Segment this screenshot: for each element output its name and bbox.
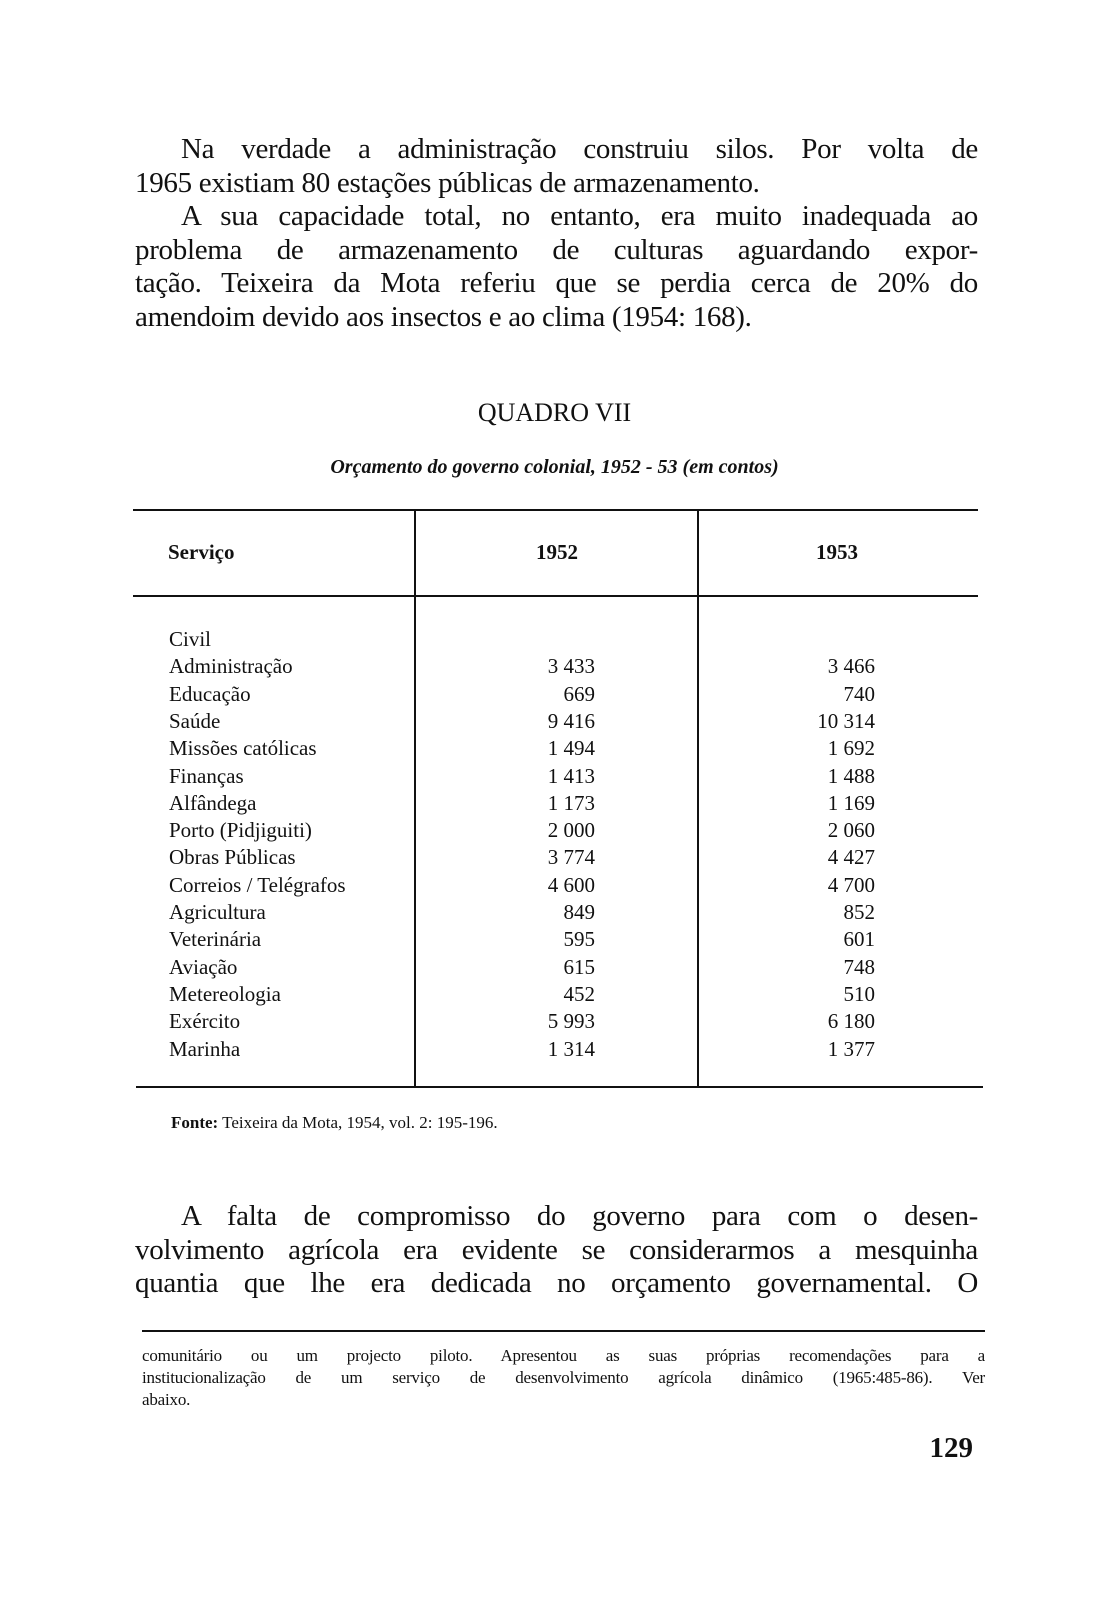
paragraph-top [135, 133, 978, 334]
value-1952-cell: 669 [563, 681, 595, 706]
header-service: Serviço [168, 540, 235, 564]
value-1952-cell: 9 416 [547, 708, 595, 733]
service-cell: Saúde [169, 708, 221, 733]
table-row [0, 982, 1109, 1009]
table-row [0, 791, 1109, 818]
value-1952-cell: 1 173 [547, 790, 595, 815]
value-1953-cell: 1 692 [827, 736, 875, 761]
value-1952-cell: 3 774 [547, 845, 595, 870]
value-1952-cell: 5 993 [547, 1009, 595, 1034]
source-label: Fonte: [171, 1113, 219, 1132]
text-line: 1965 existiam 80 estações públicas de armazenamento. [135, 166, 760, 199]
text-line: A sua capacidade total, no entanto, era muito inadequada ao [181, 200, 978, 232]
service-cell: Aviação [169, 954, 238, 979]
value-1953-cell: 3 466 [827, 654, 875, 679]
value-1952-cell: 4 600 [547, 872, 595, 897]
value-1952-cell: 615 [563, 954, 595, 979]
footnote-line: comunitário ou um projecto piloto. Apresentou as suas próprias recomendações para a [142, 1346, 985, 1365]
page-number: 129 [929, 1432, 973, 1464]
value-1952-cell: 3 433 [547, 654, 595, 679]
value-1953-cell: 1 377 [827, 1036, 875, 1061]
table-row [0, 873, 1109, 900]
table-row [0, 682, 1109, 709]
service-cell: Agricultura [169, 900, 266, 924]
footnote [142, 1345, 985, 1411]
value-1953-cell: 852 [843, 900, 875, 924]
value-1953-cell: 6 180 [827, 1009, 875, 1034]
value-1952-cell: 849 [563, 900, 595, 924]
value-1952-cell: 1 494 [547, 736, 595, 761]
table-row [0, 845, 1109, 872]
header-1952: 1952 [536, 540, 578, 564]
value-1952-cell: 2 000 [547, 818, 595, 843]
table-row [0, 927, 1109, 954]
value-1953-cell: 10 314 [817, 708, 875, 733]
value-1953-cell: 2 060 [827, 818, 875, 843]
value-1953-cell: 1 169 [827, 790, 875, 815]
table-row [0, 900, 1109, 927]
value-1952-cell: 1 413 [547, 763, 595, 788]
header-1953: 1953 [816, 540, 858, 564]
value-1952-cell: 452 [563, 981, 595, 1006]
value-1953-cell: 601 [843, 927, 875, 952]
table-row [0, 736, 1109, 763]
text-line: Na verdade a administração construiu silos. Por volta de [181, 133, 978, 165]
table-row [0, 654, 1109, 681]
service-cell: Veterinária [169, 927, 262, 952]
table-row [0, 709, 1109, 736]
text-line: amendoim devido aos insectos e ao clima (1954: 168). [135, 300, 752, 333]
table-row [0, 764, 1109, 791]
value-1953-cell: 4 700 [827, 872, 875, 897]
footnote-rule [142, 1330, 985, 1332]
table-row [0, 955, 1109, 982]
footnote-line: institucionalização de um serviço de desenvolvimento agrícola dinâmico (1965:485-86). Ver [142, 1368, 985, 1387]
service-cell: Marinha [169, 1036, 241, 1061]
service-cell: Finanças [169, 763, 244, 788]
service-cell: Educação [169, 681, 251, 706]
value-1952-cell: 595 [563, 927, 595, 952]
service-cell: Exército [169, 1009, 241, 1034]
text-line: problema de armazenamento de culturas aguardando expor- [135, 233, 978, 266]
table-row [0, 1009, 1109, 1036]
value-1953-cell: 748 [843, 954, 875, 979]
table-row [0, 818, 1109, 845]
paragraph-bottom [135, 1200, 978, 1301]
table-source [171, 1113, 498, 1133]
table-header-rule [133, 595, 978, 597]
value-1953-cell: 740 [843, 681, 875, 706]
value-1953-cell: 510 [843, 981, 875, 1006]
service-cell: Porto (Pidjiguiti) [169, 818, 312, 843]
value-1953-cell: 4 427 [827, 845, 875, 870]
text-line: tação. Teixeira da Mota referiu que se perdia cerca de 20% do [135, 267, 978, 299]
service-cell: Administração [169, 654, 293, 679]
service-cell: Missões católicas [169, 736, 317, 761]
table-bottom-rule [136, 1086, 983, 1088]
service-cell: Correios / Telégrafos [169, 872, 346, 897]
source-text: Teixeira da Mota, 1954, vol. 2: 195-196. [222, 1113, 498, 1132]
table-top-rule [133, 509, 978, 511]
table-row [0, 627, 1109, 654]
service-cell: Civil [169, 627, 212, 651]
value-1952-cell: 1 314 [547, 1036, 595, 1061]
table-caption: Orçamento do governo colonial, 1952 - 53 (em contos) [330, 456, 779, 478]
text-line: volvimento agrícola era evidente se considerarmos a mesquinha [135, 1233, 978, 1266]
table-label: QUADRO VII [477, 398, 632, 427]
table-row [0, 1037, 1109, 1064]
footnote-line: abaixo. [142, 1390, 191, 1409]
service-cell: Metereologia [169, 981, 281, 1006]
value-1953-cell: 1 488 [827, 763, 875, 788]
text-line: A falta de compromisso do governo para com o desen- [181, 1200, 978, 1232]
text-line: quantia que lhe era dedicada no orçamento governamental. O [135, 1267, 978, 1299]
service-cell: Obras Públicas [169, 845, 296, 870]
service-cell: Alfândega [169, 790, 257, 815]
